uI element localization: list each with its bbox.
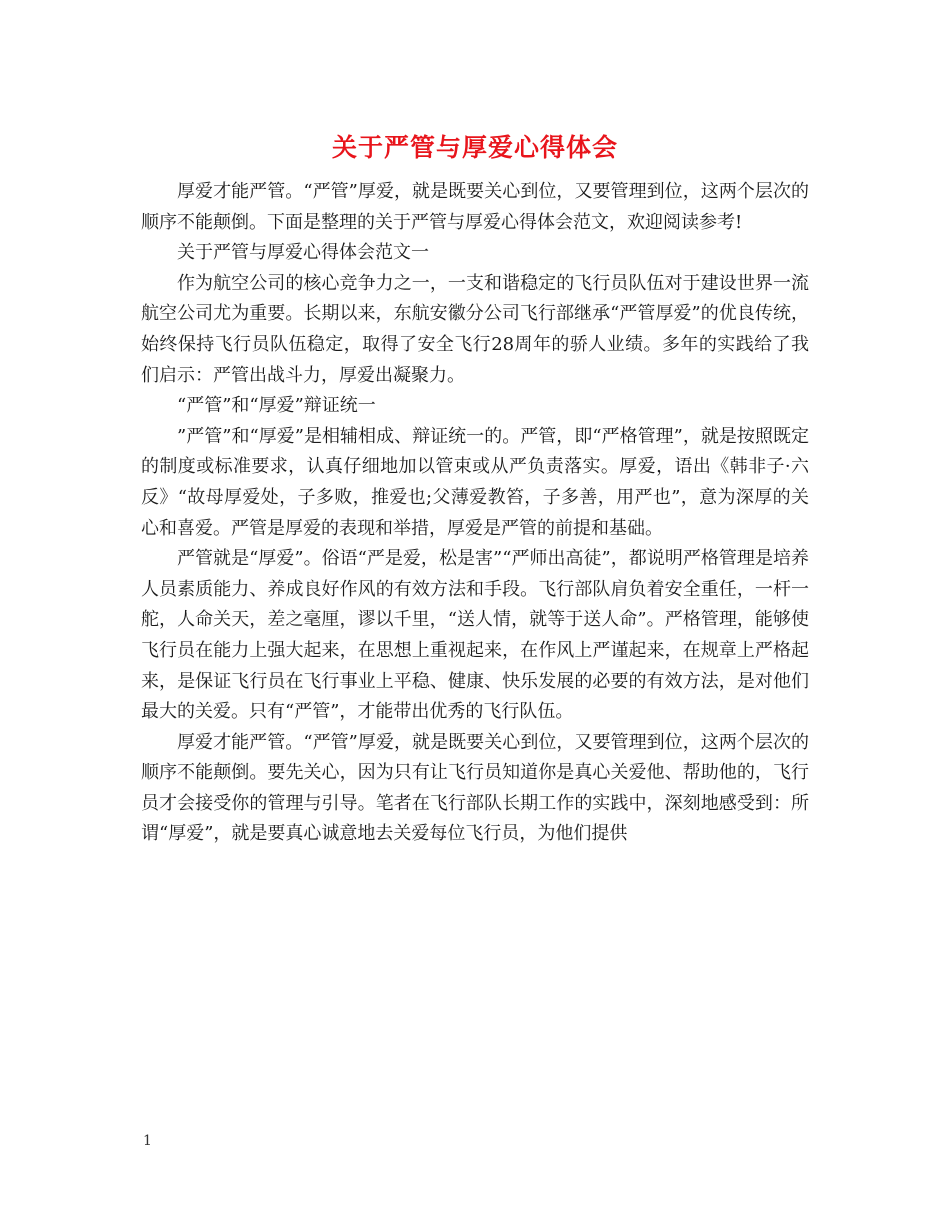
paragraph-heading-dialectic: “严管”和“厚爱”辩证统一 bbox=[177, 395, 376, 417]
page-number: 1 bbox=[143, 1133, 152, 1149]
paragraph-dialectic-unity: ”严管”和“厚爱”是相辅相成、辩证统一的。严管，即“严格管理”，就是按照既定的制度或标准要求，认真仔细地加以管束或从严负责落实。厚爱，语出《韩非子·六反》“故母厚爱处，子多败，推爱也;父薄爱教笞，子多善，用严也”，意为深厚的关心和喜爱。严管是厚爱的表现和举措，厚爱是严管的前提和基础。 bbox=[141, 425, 809, 539]
paragraph-love-enables-strict: 厚爱才能严管。“严管”厚爱，就是既要关心到位，又要管理到位，这两个层次的顺序不能颠倒。要先关心，因为只有让飞行员知道你是真心关爱他、帮助他的，飞行员才会接受你的管理与引导。笔者在飞行部队长期工作的实践中，深刻地感受到：所谓“厚爱”，就是要真心诚意地去关爱每位飞行员，为他们提供 bbox=[141, 731, 809, 845]
paragraph-intro: 厚爱才能严管。“严管”厚爱，就是既要关心到位，又要管理到位，这两个层次的顺序不能颠倒。下面是整理的关于严管与厚爱心得体会范文，欢迎阅读参考! bbox=[141, 181, 809, 233]
paragraph-core-competitiveness: 作为航空公司的核心竞争力之一，一支和谐稳定的飞行员队伍对于建设世界一流航空公司尤为重要。长期以来，东航安徽分公司飞行部继承“严管厚爱”的优良传统，始终保持飞行员队伍稳定，取得了安全飞行28周年的骄人业绩。多年的实践给了我们启示：严管出战斗力，厚爱出凝聚力。 bbox=[141, 272, 809, 386]
document-title: 关于严管与厚爱心得体会 bbox=[331, 133, 618, 162]
document-body bbox=[141, 177, 809, 850]
paragraph-strict-is-love: 严管就是“厚爱”。俗语“严是爱，松是害”“严师出高徒”，都说明严格管理是培养人员素质能力、养成良好作风的有效方法和手段。飞行部队肩负着安全重任，一杆一舵，人命关天，差之毫厘，谬以千里，“送人情，就等于送人命”。严格管理，能够使飞行员在能力上强大起来，在思想上重视起来，在作风上严谨起来，在规章上严格起来，是保证飞行员在飞行事业上平稳、健康、快乐发展的必要的有效方法，是对他们最大的关爱。只有“严管”，才能带出优秀的飞行队伍。 bbox=[141, 548, 809, 723]
paragraph-subtitle-sample-one: 关于严管与厚爱心得体会范文一 bbox=[177, 242, 429, 264]
